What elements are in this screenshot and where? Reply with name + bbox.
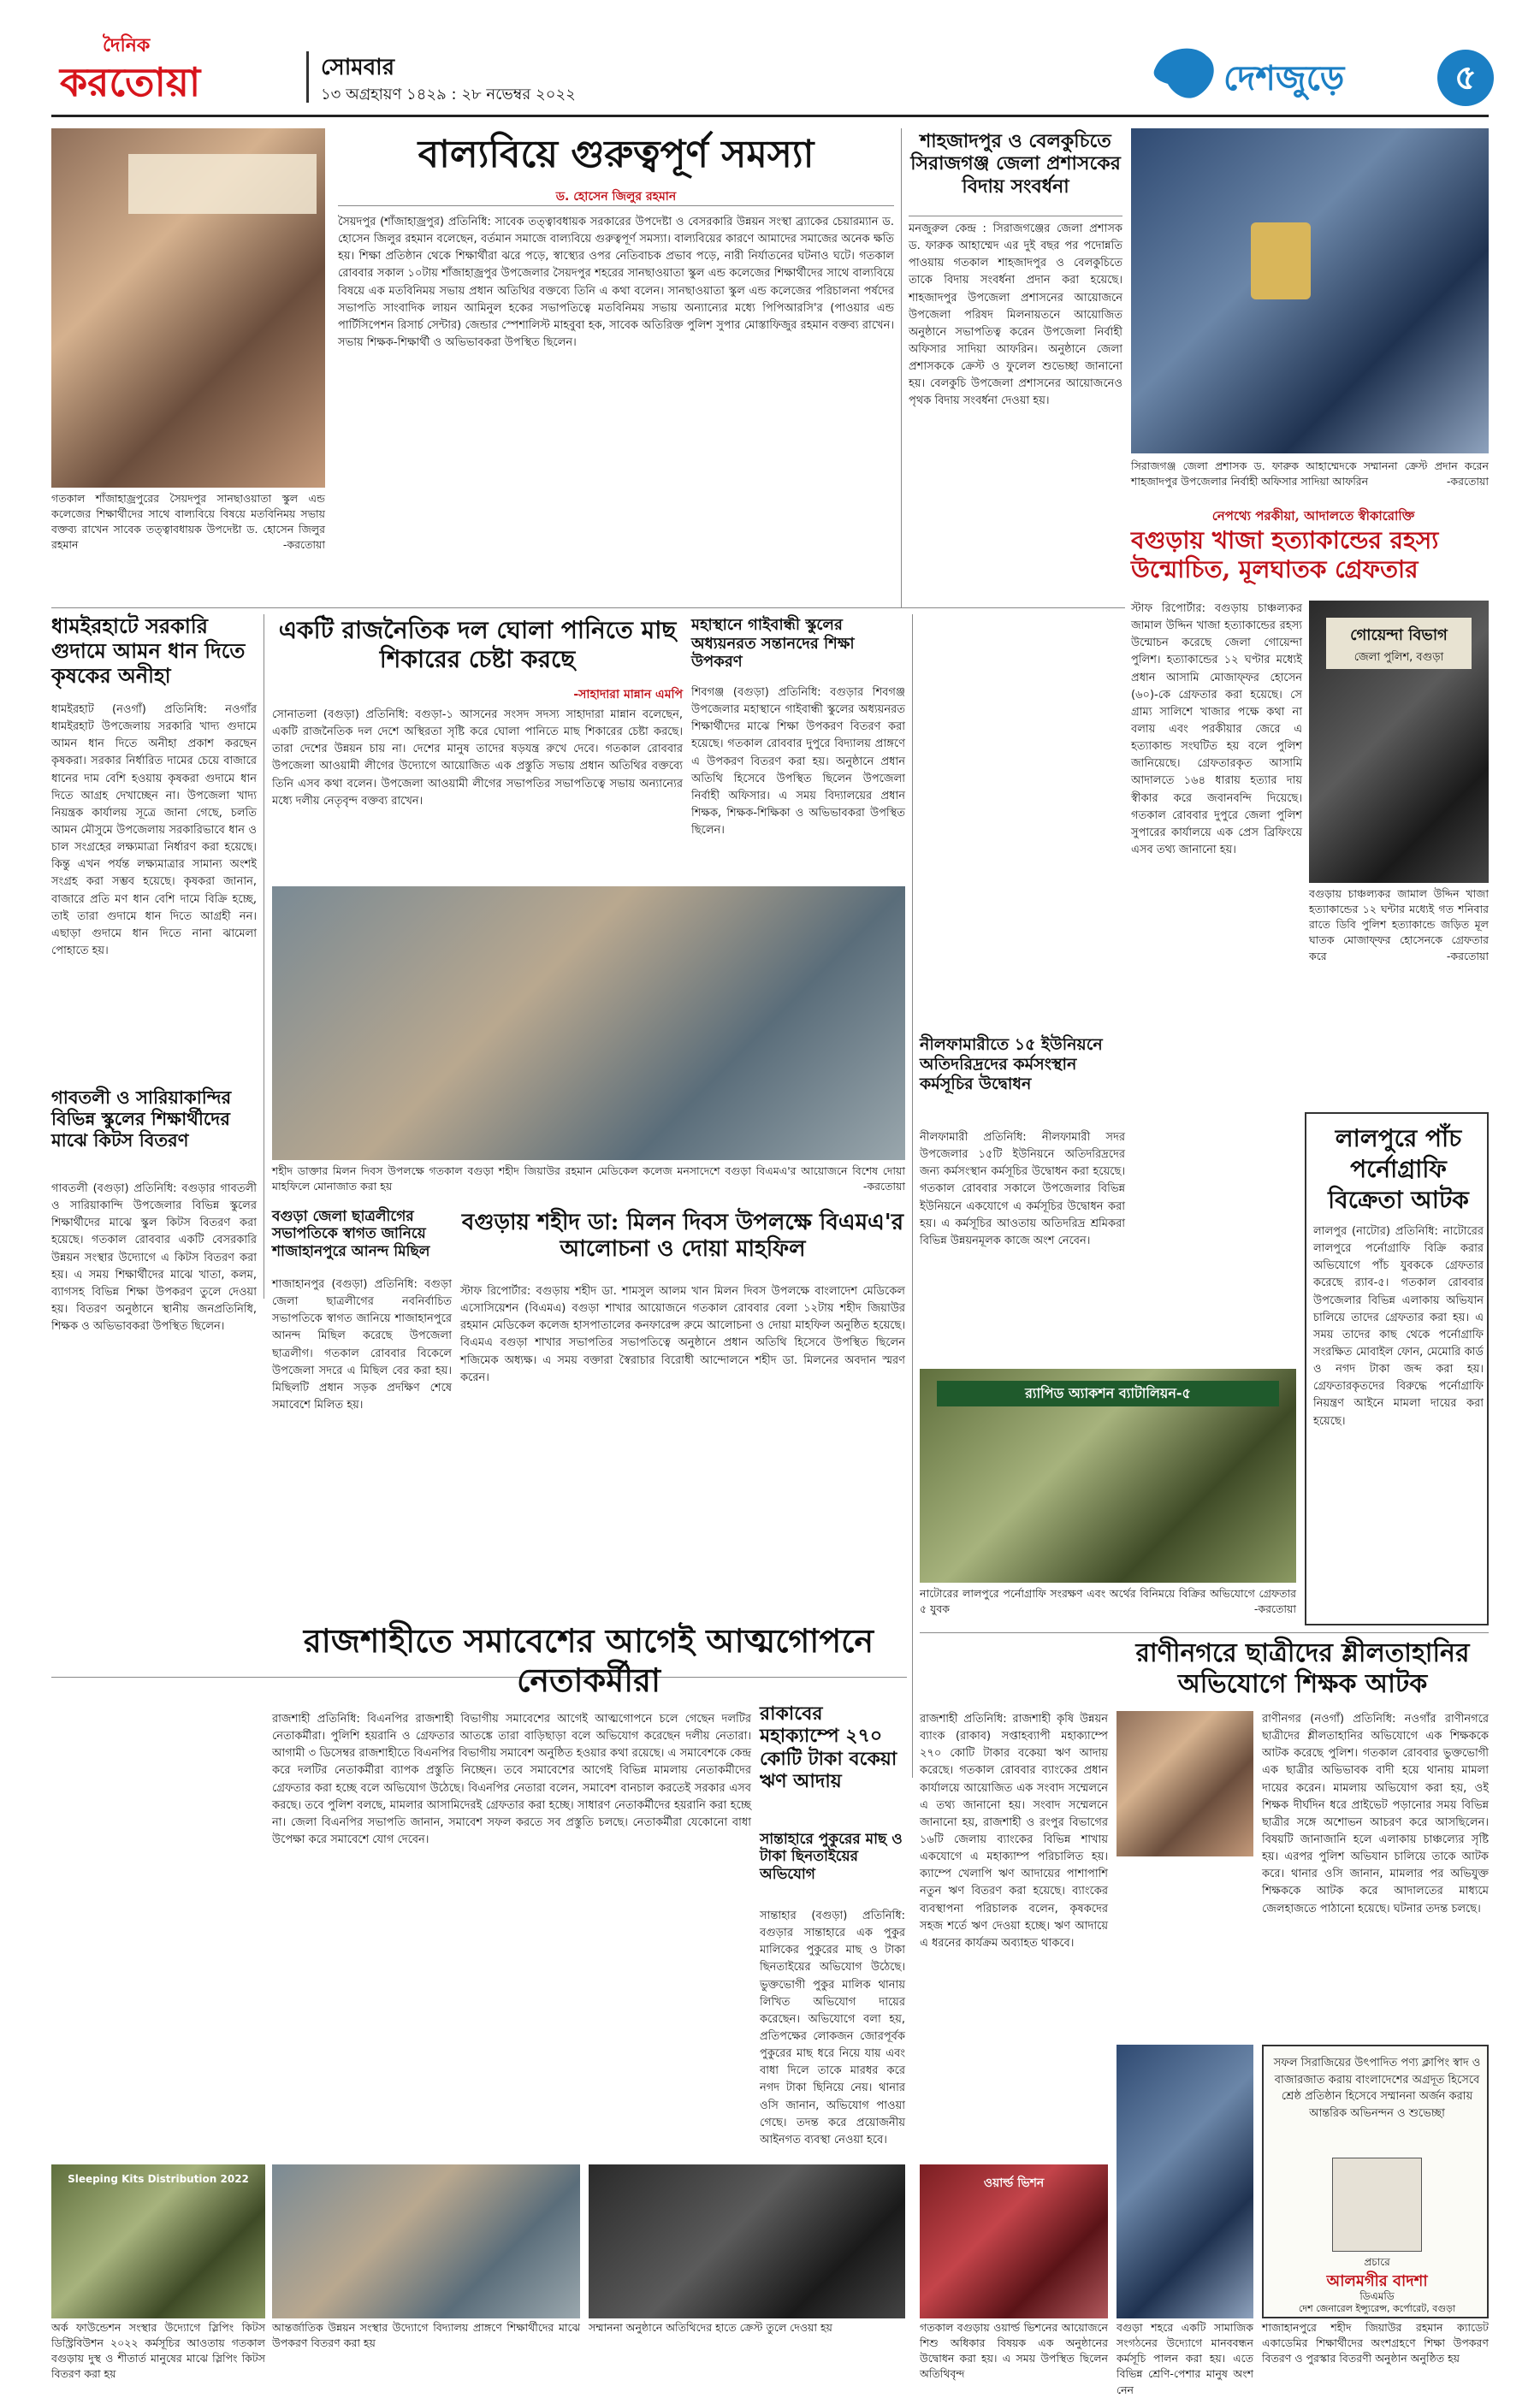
political-byline: -সাহাদারা মান্নান এমপি — [573, 688, 683, 702]
sponsor-title: ডিএমডি — [1359, 2290, 1395, 2302]
nilphamari-body: নীলফামারী প্রতিনিধি: নীলফামারী সদর উপজেলার ১৫টি ইউনিয়নে অতিদরিদ্রদের জন্য কর্মসংস্থান কর্মসূচির উদ্বোধন করা হয়েছে। গতকাল রোববার সকালে উপজেলার বিভিন্ন ইউনিয়নে একযোগে এ কর্মসূচির উদ্বোধন করা হয়। এ কর্মসূচির আওতায় অতিদরিদ্র শ্রমিকরা বিভিন্ন উন্নয়নমূলক কাজে অংশ নেবেন। — [920, 1131, 1125, 1247]
raninagar-headline[interactable]: রাণীনগরে ছাত্রীদের শ্লীলতাহানির অভিযোগে শিক্ষক আটক — [1135, 1638, 1470, 1699]
lead-byline: ড. হোসেন জিলুর রহমান — [555, 190, 677, 204]
sirajganj-headline[interactable]: শাহজাদপুর ও বেলকুচিতে সিরাজগঞ্জ জেলা প্রশাসকের বিদায় সংবর্ধনা — [910, 130, 1121, 198]
political-body: সোনাতলা (বগুড়া) প্রতিনিধি: বগুড়া-১ আসনের সংসদ সদস্য সাহাদারা মান্নান বলেছেন, একটি রাজনৈতিক দল দেশে অস্থিরতা সৃষ্টি করে ঘোলা পানিতে মাছ শিকারের চেষ্টা করছে। তারা দেশের উন্নয়ন চায় না। দেশের মানুষ তাদের ষড়যন্ত্র রুখে দেবে। গতকাল রোববার উপজেলা আওয়ামী লীগের উদ্যোগে আয়োজিত এক প্রস্তুতি সভায় প্রধান অতিথির বক্তব্যে তিনি এসব কথা বলেন। উপজেলা আওয়ামী লীগের সভাপতির সভাপতিত্বে সভায় অন্যান্যের মধ্যে দলীয় নেতৃবৃন্দ বক্তব্য রাখেন। — [272, 708, 683, 808]
caption-credit: -করতোয়া — [1253, 1602, 1296, 1616]
bottom-caption-4: গতকাল বগুড়ায় ওয়ার্ল্ড ভিশনের আয়োজনে শিশু অধিকার বিষয়ক এক অনুষ্ঠানের উদ্বোধন করা হয়। এ সময় উপস্থিত ছিলেন অতিথিবৃন্দ — [920, 2321, 1108, 2381]
political-headline[interactable]: একটি রাজনৈতিক দল ঘোলা পানিতে মাছ শিকারের চেষ্টা করছে — [278, 616, 677, 673]
lead-photo-banner — [128, 154, 317, 214]
sponsor-label: প্রচারে — [1364, 2256, 1390, 2268]
sirajganj-photo — [1131, 128, 1489, 453]
sirajganj-caption — [1131, 459, 1489, 501]
bottom-caption-6: শাজাহানপুরে শহীদ জিয়াউর রহমান ক্যাডেট একাডেমির শিক্ষার্থীদের অংশগ্রহণে শিক্ষা উপকরণ বিতরণ ও পুরস্কার বিতরণী অনুষ্ঠান অনুষ্ঠিত হয় — [1262, 2321, 1489, 2365]
santahar-headline[interactable]: সান্তাহারে পুকুরের মাছ ও টাকা ছিনতাইয়ের অভিযোগ — [760, 1831, 903, 1883]
sponsor-org: দেশ জেনারেল ইন্স্যুরেন্স, কর্পোরেট, বগুড়া — [1298, 2303, 1456, 2314]
masthead-divider — [306, 51, 309, 103]
sign-line-1: গোয়েন্দা বিভাগ — [1350, 626, 1448, 644]
dhamoirhat-headline[interactable]: ধামইরহাটে সরকারি গুদামে আমন ধান দিতে কৃষকের অনীহা — [51, 613, 246, 688]
bottom-caption-2: আন্তর্জাতিক উন্নয়ন সংস্থার উদ্যোগে বিদ্যালয় প্রাঙ্গণে শিক্ষার্থীদের মাঝে উপকরণ বিতরণ করা হয় — [272, 2321, 580, 2350]
lead-photo — [51, 128, 325, 488]
bottom-photo-4 — [920, 2164, 1108, 2318]
lalpur-headline-3[interactable]: বিক্রেতা আটক — [1328, 1186, 1469, 1214]
gabtoli-body: গাবতলী (বগুড়া) প্রতিনিধি: বগুড়ার গাবতলী ও সারিয়াকান্দি উপজেলার বিভিন্ন স্কুলের শিক্ষার্থীদের মাঝে স্কুল কিটস বিতরণ করা হয়েছে। গতকাল রোববার একটি বেসরকারি উন্নয়ন সংস্থার উদ্যোগে এ কিটস বিতরণ করা হয়। এ সময় শিক্ষার্থীদের মাঝে খাতা, কলম, ব্যাগসহ বিভিন্ন শিক্ষা উপকরণ তুলে দেওয়া হয়। বিতরণ অনুষ্ঠানে স্থানীয় জনপ্রতিনিধি, শিক্ষক ও অভিভাবকরা উপস্থিত ছিলেন। — [51, 1182, 257, 1334]
sign-line-2: জেলা পুলিশ, বগুড়া — [1353, 651, 1444, 664]
sponsor-photo — [1332, 2158, 1422, 2252]
sirajganj-body: মনজুরুল কেন্দ্র : সিরাজগঞ্জের জেলা প্রশাসক ড. ফারুক আহাম্মেদ এর দুই বছর পর পদোন্নতি পাওয়ায় গতকাল শাহজাদপুর ও বেলকুচিতে তাকে বিদায় সংবর্ধনা প্রদান করা হয়েছে। শাহজাদপুর উপজেলা প্রশাসনের আয়োজনে উপজেলা পরিষদ মিলনায়তনে আয়োজিত অনুষ্ঠানে সভাপতিত্ব করেন উপজেলা নির্বাহী অফিসার সাদিয়া আফরিন। অনুষ্ঠানে জেলা প্রশাসককে ক্রেস্ট ও ফুলেল শুভেচ্ছা জানানো হয়। বেলকুচি উপজেলা প্রশাসনের আয়োজনেও পৃথক বিদায় সংবর্ধনা দেওয়া হয়। — [909, 222, 1122, 408]
shajahanpur-headline[interactable]: বগুড়া জেলা ছাত্রলীগের সভাপতিকে স্বাগত জানিয়ে শাজাহানপুরে আনন্দ মিছিল — [272, 1208, 430, 1260]
murder-caption — [1309, 886, 1489, 1015]
lead-body: সৈয়দপুর (শাঁজাহাজ্রপুর) প্রতিনিধি: সাবেক তত্ত্বাবধায়ক সরকারের উপদেষ্টা ও বেসরকারি উন্নয়ন সংস্থা ব্র্যাকের চেয়ারম্যান ড. হোসেন জিলুর রহমান বলেছেন, বর্তমান সমাজে বাল্যবিয়ে গুরুত্বপূর্ণ সমস্যা। বাল্যবিয়ের কারণে আমাদের সমাজের অনেক ক্ষতি হয়। শিক্ষা প্রতিষ্ঠান থেকে শিক্ষার্থীরা ঝরে পড়ে, স্বাস্থ্যের ওপর নেতিবাচক প্রভাব পড়ে, নারী নির্যাতনের ঘটনাও ঘটে। গতকাল রোববার সকাল ১০টায় শাঁজাহাজ্রপুর উপজেলার সৈয়দপুর শহরের সানছাওয়াতা স্কুল এন্ড কলেজের শিক্ষার্থীদের সাথে বাল্যবিয়ে বিষয়ে এক মতবিনিময় সভায় প্রধান অতিথির বক্তব্যে তিনি এ কথা বলেন। সানছাওয়াতা স্কুল এন্ড কলেজের পরিচালনা পর্ষদের সভাপতি সাংবাদিক লায়ন আমিনুল হকের সভাপতিত্বে মতবিনিময় সভায় অন্যান্যের মধ্যে পিপিআরসি'র (পাওয়ার এন্ড পার্টিসিপেশন রিসার্চ সেন্টার) জেন্ডার স্পেশালিস্ট মাহবুবা হক, সাবেক অতিরিক্ত পুলিশ সুপার মোস্তাফিজুর রহমান বক্তব্য রাখেন। সভায় শিক্ষক-শিক্ষার্থী ও অভিভাবকরা উপস্থিত ছিলেন। — [338, 216, 894, 349]
mahasthan-headline[interactable]: মহাস্থানে গাইবান্ধী স্কুলের অধ্যয়নরত সন্তানদের শিক্ষা উপকরণ — [691, 616, 855, 672]
milon-day-caption — [272, 1163, 905, 1201]
dhamoirhat-body: ধামইরহাট (নওগাঁ) প্রতিনিধি: নওগাঁর ধামইরহাট উপজেলায় সরকারি খাদ্য গুদামে আমন ধান দিতে অনীহা প্রকাশ করছেন কৃষকরা। সরকার নির্ধারিত দামের চেয়ে বাজারে ধানের দাম বেশি হওয়ায় কৃষকরা গুদামে ধান দিতে আগ্রহ দেখাচ্ছেন না। উপজেলা খাদ্য নিয়ন্ত্রক কার্যালয় সূত্রে জানা গেছে, চলতি আমন মৌসুমে উপজেলায় সরকারিভাবে ধান ও চাল সংগ্রহের লক্ষ্যমাত্রা নির্ধারণ করা হয়েছে। কিন্তু এখন পর্যন্ত লক্ষ্যমাত্রার সামান্য অংশই সংগ্রহ করা সম্ভব হয়েছে। কৃষকরা জানান, বাজারে প্রতি মণ ধান বেশি দামে বিক্রি হচ্ছে, তাই তারা গুদামে ধান দিতে আগ্রহী নন। এছাড়া গুদামে ধান দিতে নানা ঝামেলা পোহাতে হয়। — [51, 703, 257, 957]
rajshahi-body: রাজশাহী প্রতিনিধি: বিএনপির রাজশাহী বিভাগীয় সমাবেশের আগেই আত্মগোপনে চলে গেছেন দলটির নেতাকর্মীরা। পুলিশি হয়রানি ও গ্রেফতার আতঙ্কে তারা বাড়িছাড়া বলে অভিযোগ করেছেন দলীয় নেতারা। আগামী ৩ ডিসেম্বর রাজশাহীতে বিএনপির বিভাগীয় সমাবেশ অনুষ্ঠিত হওয়ার কথা রয়েছে। এ সমাবেশকে কেন্দ্র করে দলটির নেতাকর্মীরা ব্যাপক প্রস্তুতি নিচ্ছেন। তবে সমাবেশের আগেই বিভিন্ন মামলায় নেতাকর্মীদের গ্রেফতার করা হচ্ছে বলে অভিযোগ উঠেছে। বিএনপির নেতারা বলেন, সমাবেশ বানচাল করতেই সরকার এসব করছে। তবে পুলিশ বলছে, মামলার আসামিদেরই গ্রেফতার করা হচ্ছে। সাধারণ নেতাকর্মীদের হয়রানি করা হচ্ছে না। জেলা বিএনপির সভাপতি জানান, সমাবেশ সফল করতে সব প্রস্তুতি চলছে। নেতাকর্মীরা যেকোনো বাধা উপেক্ষা করে সমাবেশে যোগ দেবেন। — [272, 1713, 751, 1846]
nilphamari-headline[interactable]: নীলফামারীতে ১৫ ইউনিয়নে অতিদরিদ্রদের কর্মসংস্থান কর্মসূচির উদ্বোধন — [920, 1035, 1103, 1093]
masthead — [0, 0, 1540, 120]
caption-text: বগুড়ায় চাঞ্চল্যকর জামাল উদ্দিন খাজা হত্যাকান্ডের ১২ ঘন্টার মধ্যেই গত শনিবার রাতে ডিবি পুলিশ হত্যাকান্ডে জড়িত মূল ঘাতক মোজাফ্ফর হোসেনকে গ্রেফতার করে — [1309, 887, 1489, 962]
lead-photo-caption — [51, 491, 325, 568]
masthead-day: সোমবার — [321, 55, 395, 80]
gabtoli-headline[interactable]: গাবতলী ও সারিয়াকান্দির বিভিন্ন স্কুলের শিক্ষার্থীদের মাঝে কিটস বিতরণ — [51, 1087, 232, 1152]
bottom-caption-1: অর্ক ফাউন্ডেশন সংস্থার উদ্যোগে স্লিপিং কিটস ডিস্ট্রিবিউশন ২০২২ কর্মসূচির আওতায় গতকাল বগুড়ায় দুস্থ ও শীতার্ত মানুষের মাঝে স্লিপিং কিটস বিতরণ করা হয় — [51, 2321, 265, 2381]
bangladesh-map-icon — [1146, 43, 1223, 103]
police-sign — [1326, 618, 1472, 669]
lalpur-box — [1305, 1112, 1489, 1625]
raninagar-photo — [1116, 1711, 1253, 1856]
ad-box — [1262, 2045, 1489, 2318]
bottom-caption-3: সম্মাননা অনুষ্ঠানে অতিথিদের হাতে ক্রেস্ট তুলে দেওয়া হয় — [589, 2321, 832, 2334]
lead-headline[interactable]: বাল্যবিয়ে গুরুত্বপূর্ণ সমস্যা — [418, 133, 814, 176]
lalpur-headline-1[interactable]: লালপুরে পাঁচ — [1335, 1124, 1462, 1152]
nilphamari-photo — [920, 1369, 1296, 1583]
milon-bma-headline[interactable]: বগুড়ায় শহীদ ডা: মিলন দিবস উপলক্ষে বিএমএ'র আলোচনা ও দোয়া মাহফিল — [461, 1210, 904, 1263]
murder-photo — [1309, 601, 1489, 883]
milon-day-photo — [272, 886, 905, 1160]
murder-body: স্টাফ রিপোর্টার: বগুড়ায় চাঞ্চল্যকর জামাল উদ্দিন খাজা হত্যাকান্ডের রহস্য উন্মোচন করেছে জেলা গোয়েন্দা পুলিশ। হত্যাকান্ডের ১২ ঘণ্টার মধ্যেই প্রধান আসামি মোজাফ্ফর হোসেন (৬০)-কে গ্রেফতার করা হয়েছে। সে গ্রাম্য সালিশে খাজার পক্ষে কথা না বলায় এবং পরকীয়ার জেরে এ হত্যাকান্ড সংঘটিত হয় বলে পুলিশ জানিয়েছে। গ্রেফতারকৃত আসামি আদালতে ১৬৪ ধারায় হত্যার দায় স্বীকার করে জবানবন্দি দিয়েছে। গতকাল রোববার দুপুরে জেলা পুলিশ সুপারের কার্যালয়ে এক প্রেস ব্রিফিংয়ে এসব তথ্য জানানো হয়। — [1131, 602, 1302, 856]
world-vision-sign: ওয়ার্ল্ড ভিশন — [983, 2176, 1045, 2190]
masthead-dates: ১৩ অগ্রহায়ণ ১৪২৯ : ২৮ নভেম্বর ২০২২ — [321, 86, 576, 104]
caption-credit: -করতোয়া — [1446, 949, 1489, 962]
caption-text: গতকাল শাঁজাহাজ্রপুরের সৈয়দপুর সানছাওয়াতা স্কুল এন্ড কলেজের শিক্ষার্থীদের সাথে বাল্যবিয়ে বিষয়ে মতবিনিময় সভায় বক্তব্য রাখেন সাবেক তত্ত্বাবধায়ক উপদেষ্টা ড. হোসেন জিলুর রহমান — [51, 492, 325, 552]
rab-banner: র‌্যাপিড অ্যাকশন ব্যাটালিয়ন-৫ — [937, 1381, 1279, 1406]
santahar-body: সান্তাহার (বগুড়া) প্রতিনিধি: বগুড়ার সান্তাহারে এক পুকুর মালিকের পুকুরের মাছ ও টাকা ছিনতাইয়ের অভিযোগ উঠেছে। ভুক্তভোগী পুকুর মালিক থানায় লিখিত অভিযোগ দায়ের করেছেন। অভিযোগে বলা হয়, প্রতিপক্ষের লোকজন জোরপূর্বক পুকুরের মাছ ধরে নিয়ে যায় এবং বাধা দিলে তাকে মারধর করে নগদ টাকা ছিনিয়ে নেয়। থানার ওসি জানান, অভিযোগ পাওয়া গেছে। তদন্ত করে প্রয়োজনীয় আইনগত ব্যবস্থা নেওয়া হবে। — [760, 1910, 905, 2146]
shajahanpur-body: শাজাহানপুর (বগুড়া) প্রতিনিধি: বগুড়া জেলা ছাত্রলীগের নবনির্বাচিত সভাপতিকে স্বাগত জানিয়ে শাজাহানপুরে আনন্দ মিছিল করেছে উপজেলা ছাত্রলীগ। গতকাল রোববার বিকেলে উপজেলা সদরে এ মিছিল বের করা হয়। মিছিলটি প্রধান সড়ক প্রদক্ষিণ শেষে সমাবেশে মিলিত হয়। — [272, 1278, 452, 1412]
murder-kicker: নেপথ্যে পরকীয়া, আদালতে স্বীকারোক্তি — [1211, 508, 1415, 524]
nilphamari-caption — [920, 1586, 1296, 1625]
mahasthan-body: শিবগঞ্জ (বগুড়া) প্রতিনিধি: বগুড়ার শিবগঞ্জ উপজেলার মহাস্থানে গাইবান্ধী স্কুলের অধ্যয়নরত শিক্ষার্থীদের মাঝে শিক্ষা উপকরণ বিতরণ করা হয়েছে। গতকাল রোববার দুপুরে বিদ্যালয় প্রাঙ্গণে এ উপকরণ বিতরণ করা হয়। অনুষ্ঠানে প্রধান অতিথি হিসেবে উপস্থিত ছিলেন উপজেলা নির্বাহী অফিসার। এ সময় বিদ্যালয়ের প্রধান শিক্ষক, শিক্ষক-শিক্ষিকা ও অভিভাবকরা উপস্থিত ছিলেন। — [691, 686, 905, 838]
crest-icon — [1251, 222, 1311, 299]
bottom-photo-3 — [589, 2164, 905, 2318]
masthead-rule — [51, 115, 1489, 117]
caption-text: শহীদ ডাক্তার মিলন দিবস উপলক্ষে গতকাল বগুড়া শহীদ জিয়াউর রহমান মেডিকেল কলেজ মনসাদেশে বগুড়া বিএমএ'র আয়োজনে বিশেষ দোয়া মাহফিলে মোনাজাত করা হয় — [272, 1164, 905, 1193]
milon-bma-body: স্টাফ রিপোর্টার: বগুড়ায় শহীদ ডা. শামসুল আলম খান মিলন দিবস উপলক্ষে বাংলাদেশ মেডিকেল এসোসিয়েশন (বিএমএ) বগুড়া শাখার আয়োজনে গতকাল রোববার বেলা ১২টায় শহীদ জিয়াউর রহমান মেডিকেল কলেজ হাসপাতালের কনফারেন্স রুমে আলোচনা ও দোয়া মাহফিল অনুষ্ঠিত হয়েছে। বিএমএ বগুড়া শাখার সভাপতির সভাপতিত্বে অনুষ্ঠানে প্রধান অতিথি হিসেবে উপস্থিত ছিলেন শজিমেক অধ্যক্ষ। এ সময় বক্তারা স্বৈরাচার বিরোধী আন্দোলনে শহীদ ডা. মিলনের অবদান স্মরণ করেন। — [460, 1285, 905, 1384]
caption-text: নাটোরের লালপুরে পর্নোগ্রাফি সংরক্ষণ এবং অর্থের বিনিময়ে বিক্রির অভিযোগে গ্রেফতার ৫ যুবক — [920, 1587, 1296, 1616]
page-number: ৫ — [1437, 50, 1494, 106]
rakab-body: রাজশাহী প্রতিনিধি: রাজশাহী কৃষি উন্নয়ন ব্যাংক (রাকাব) সপ্তাহব্যাপী মহাক্যাম্পে ২৭০ কোটি টাকার বকেয়া ঋণ আদায় করেছে। গতকাল রোববার ব্যাংকের প্রধান কার্যালয়ে আয়োজিত এক সংবাদ সম্মেলনে এ তথ্য জানানো হয়। সংবাদ সম্মেলনে জানানো হয়, রাজশাহী ও রংপুর বিভাগের ১৬টি জেলায় ব্যাংকের বিভিন্ন শাখায় একযোগে এ মহাক্যাম্প পরিচালিত হয়। ক্যাম্পে খেলাপি ঋণ আদায়ের পাশাপাশি নতুন ঋণ বিতরণ করা হয়েছে। ব্যাংকের ব্যবস্থাপনা পরিচালক বলেন, কৃষকদের সহজ শর্তে ঋণ দেওয়া হচ্ছে। ঋণ আদায়ে এ ধরনের কার্যক্রম অব্যাহত থাকবে। — [920, 1713, 1108, 1950]
sponsor-name: আলমগীর বাদশা — [1326, 2272, 1428, 2290]
caption-credit: -করতোয়া — [282, 538, 325, 552]
bottom-photo-5 — [1116, 2045, 1253, 2318]
lalpur-headline-2[interactable]: পর্নোগ্রাফি — [1350, 1155, 1447, 1183]
lalpur-body: লালপুর (নাটোর) প্রতিনিধি: নাটোরের লালপুরে পর্নোগ্রাফি বিক্রি করার অভিযোগে পাঁচ যুবককে গ্রেফতার করেছে র‌্যাব-৫। গতকাল রোববার উপজেলার বিভিন্ন এলাকায় অভিযান চালিয়ে তাদের গ্রেফতার করা হয়। এ সময় তাদের কাছ থেকে পর্নোগ্রাফি সংরক্ষিত মোবাইল ফোন, মেমোরি কার্ড ও নগদ টাকা জব্দ করা হয়। গ্রেফতারকৃতদের বিরুদ্ধে পর্নোগ্রাফি নিয়ন্ত্রণ আইনে মামলা দায়ের করা হয়েছে। — [1313, 1225, 1484, 1428]
raninagar-body: রাণীনগর (নওগাঁ) প্রতিনিধি: নওগাঁর রাণীনগরে ছাত্রীদের শ্লীলতাহানির অভিযোগে এক শিক্ষককে আটক করেছে পুলিশ। গতকাল রোববার ভুক্তভোগী এক ছাত্রীর অভিভাবক বাদী হয়ে থানায় মামলা দায়ের করেন। মামলায় অভিযোগ করা হয়, ওই শিক্ষক দীর্ঘদিন ধরে প্রাইভেট পড়ানোর সময় বিভিন্ন ছাত্রীর সঙ্গে অশোভন আচরণ করে আসছিলেন। বিষয়টি জানাজানি হলে এলাকায় চাঞ্চল্যের সৃষ্টি হয়। এরপর পুলিশ অভিযান চালিয়ে তাকে আটক করে। থানার ওসি জানান, মামলার পর অভিযুক্ত শিক্ষককে আটক করে আদালতের মাধ্যমে জেলহাজতে পাঠানো হয়েছে। ঘটনার তদন্ত চলছে। — [1262, 1713, 1489, 1915]
bottom-caption-5: বগুড়া শহরে একটি সামাজিক সংগঠনের উদ্যোগে মানববন্ধন কর্মসূচি পালন করা হয়। এতে বিভিন্ন শ্রেণি-পেশার মানুষ অংশ নেন — [1116, 2321, 1253, 2396]
rakab-headline[interactable]: রাকাবের মহাক্যাম্পে ২৭০ কোটি টাকা বকেয়া ঋণ আদায় — [760, 1702, 897, 1793]
brand-small: দৈনিক — [103, 34, 151, 56]
caption-credit: -করতোয়া — [862, 1180, 905, 1193]
brand-logo[interactable]: করতোয়া — [60, 59, 201, 105]
ad-text: সফল সিরাজিয়ের উৎপাদিত পণ্য ক্লাপিং স্বাদ ও বাজারজাত করায় বাংলাদেশের অগ্রদূত হিসেবে শ্রেষ্ঠ প্রতিষ্ঠান হিসেবে সম্মাননা অর্জন করায় আন্তরিক অভিনন্দন ও শুভেচ্ছা — [1273, 2057, 1481, 2120]
bottom-photo-1 — [51, 2164, 265, 2318]
section-title: দেশজুড়ে — [1223, 58, 1345, 98]
rajshahi-headline[interactable]: রাজশাহীতে সমাবেশের আগেই আত্মগোপনে নেতাকর্মীরা — [303, 1621, 874, 1699]
bottom-photo-2 — [272, 2164, 580, 2318]
caption-credit: -করতোয়া — [1446, 475, 1489, 488]
murder-headline[interactable]: বগুড়ায় খাজা হত্যাকান্ডের রহস্য উন্মোচিত, মূলঘাতক গ্রেফতার — [1131, 526, 1439, 583]
sleeping-kits-sign: Sleeping Kits Distribution 2022 — [68, 2173, 249, 2185]
caption-text: সিরাজগঞ্জ জেলা প্রশাসক ড. ফারুক আহাম্মেদকে সম্মাননা ক্রেস্ট প্রদান করেন শাহজাদপুর উপজেলার নির্বাহী অফিসার সাদিয়া আফরিন — [1131, 459, 1489, 488]
